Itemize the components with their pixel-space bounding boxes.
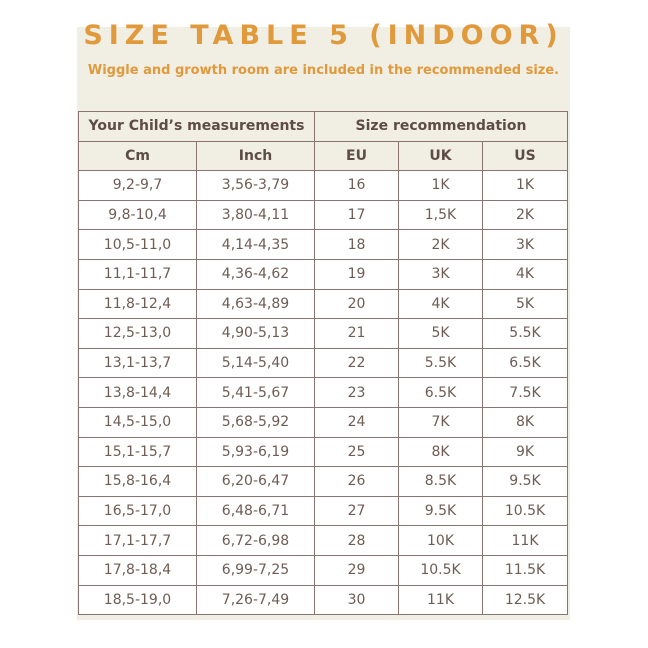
table-row xyxy=(79,230,568,260)
cell-cm: 16,5-17,0 xyxy=(79,496,197,526)
cell-uk: 8K xyxy=(399,437,483,467)
cell-uk: 9.5K xyxy=(399,496,483,526)
cell-us: 2K xyxy=(483,200,568,230)
cell-us: 4K xyxy=(483,259,568,289)
cell-uk: 7K xyxy=(399,407,483,437)
cell-uk: 10K xyxy=(399,526,483,556)
size-table xyxy=(78,111,568,615)
cell-cm: 9,2-9,7 xyxy=(79,171,197,201)
cell-eu: 26 xyxy=(315,467,399,497)
measurements-group-header: Your Child’s measurements xyxy=(79,112,315,142)
cell-eu: 28 xyxy=(315,526,399,556)
cell-eu: 27 xyxy=(315,496,399,526)
cell-us: 12.5K xyxy=(483,585,568,615)
cell-eu: 20 xyxy=(315,289,399,319)
group-header-row xyxy=(79,112,568,142)
cell-inch: 5,14-5,40 xyxy=(197,348,315,378)
cell-inch: 5,68-5,92 xyxy=(197,407,315,437)
column-header-cm: Cm xyxy=(79,141,197,171)
cell-eu: 18 xyxy=(315,230,399,260)
cell-cm: 10,5-11,0 xyxy=(79,230,197,260)
cell-cm: 17,1-17,7 xyxy=(79,526,197,556)
table-row xyxy=(79,378,568,408)
table-row xyxy=(79,259,568,289)
cell-cm: 11,1-11,7 xyxy=(79,259,197,289)
cell-uk: 4K xyxy=(399,289,483,319)
cell-inch: 4,90-5,13 xyxy=(197,319,315,349)
column-header-uk: UK xyxy=(399,141,483,171)
cell-uk: 11K xyxy=(399,585,483,615)
column-header-us: US xyxy=(483,141,568,171)
cell-inch: 3,56-3,79 xyxy=(197,171,315,201)
cell-inch: 5,93-6,19 xyxy=(197,437,315,467)
cell-cm: 18,5-19,0 xyxy=(79,585,197,615)
cell-eu: 16 xyxy=(315,171,399,201)
cell-inch: 6,72-6,98 xyxy=(197,526,315,556)
cell-us: 10.5K xyxy=(483,496,568,526)
table-row xyxy=(79,437,568,467)
column-header-row xyxy=(79,141,568,171)
cell-us: 9K xyxy=(483,437,568,467)
table-row xyxy=(79,496,568,526)
cell-uk: 8.5K xyxy=(399,467,483,497)
cell-inch: 4,63-4,89 xyxy=(197,289,315,319)
cell-inch: 6,99-7,25 xyxy=(197,555,315,585)
cell-inch: 4,36-4,62 xyxy=(197,259,315,289)
cell-us: 11K xyxy=(483,526,568,556)
cell-eu: 30 xyxy=(315,585,399,615)
cell-cm: 15,1-15,7 xyxy=(79,437,197,467)
cell-cm: 13,1-13,7 xyxy=(79,348,197,378)
table-row xyxy=(79,407,568,437)
cell-us: 11.5K xyxy=(483,555,568,585)
cell-us: 5K xyxy=(483,289,568,319)
cell-uk: 10.5K xyxy=(399,555,483,585)
table-row xyxy=(79,200,568,230)
cell-uk: 2K xyxy=(399,230,483,260)
table-row xyxy=(79,555,568,585)
size-table-body xyxy=(79,171,568,615)
recommendation-group-header: Size recommendation xyxy=(315,112,568,142)
cell-us: 6.5K xyxy=(483,348,568,378)
cell-cm: 11,8-12,4 xyxy=(79,289,197,319)
table-row xyxy=(79,319,568,349)
cell-inch: 6,48-6,71 xyxy=(197,496,315,526)
page-subtitle: Wiggle and growth room are included in the recommended size. xyxy=(87,63,560,78)
column-header-inch: Inch xyxy=(197,141,315,171)
cell-inch: 7,26-7,49 xyxy=(197,585,315,615)
cell-us: 5.5K xyxy=(483,319,568,349)
cell-eu: 23 xyxy=(315,378,399,408)
cell-cm: 9,8-10,4 xyxy=(79,200,197,230)
cell-us: 1K xyxy=(483,171,568,201)
cell-cm: 15,8-16,4 xyxy=(79,467,197,497)
size-table-header xyxy=(79,112,568,171)
cell-cm: 12,5-13,0 xyxy=(79,319,197,349)
cell-uk: 6.5K xyxy=(399,378,483,408)
cell-eu: 22 xyxy=(315,348,399,378)
table-row xyxy=(79,348,568,378)
cell-uk: 1,5K xyxy=(399,200,483,230)
cell-eu: 25 xyxy=(315,437,399,467)
cell-us: 9.5K xyxy=(483,467,568,497)
cell-inch: 5,41-5,67 xyxy=(197,378,315,408)
cell-us: 8K xyxy=(483,407,568,437)
cell-inch: 6,20-6,47 xyxy=(197,467,315,497)
cell-eu: 17 xyxy=(315,200,399,230)
table-row xyxy=(79,171,568,201)
cell-uk: 3K xyxy=(399,259,483,289)
cell-eu: 21 xyxy=(315,319,399,349)
cell-uk: 5K xyxy=(399,319,483,349)
cell-inch: 3,80-4,11 xyxy=(197,200,315,230)
cell-inch: 4,14-4,35 xyxy=(197,230,315,260)
cell-cm: 14,5-15,0 xyxy=(79,407,197,437)
cell-uk: 1K xyxy=(399,171,483,201)
cell-cm: 17,8-18,4 xyxy=(79,555,197,585)
cell-us: 3K xyxy=(483,230,568,260)
cell-eu: 19 xyxy=(315,259,399,289)
cell-cm: 13,8-14,4 xyxy=(79,378,197,408)
table-row xyxy=(79,526,568,556)
page-title: SIZE TABLE 5 (INDOOR) xyxy=(83,20,564,51)
table-row xyxy=(79,289,568,319)
cell-eu: 24 xyxy=(315,407,399,437)
cell-uk: 5.5K xyxy=(399,348,483,378)
table-row xyxy=(79,585,568,615)
cell-eu: 29 xyxy=(315,555,399,585)
cell-us: 7.5K xyxy=(483,378,568,408)
table-row xyxy=(79,467,568,497)
column-header-eu: EU xyxy=(315,141,399,171)
